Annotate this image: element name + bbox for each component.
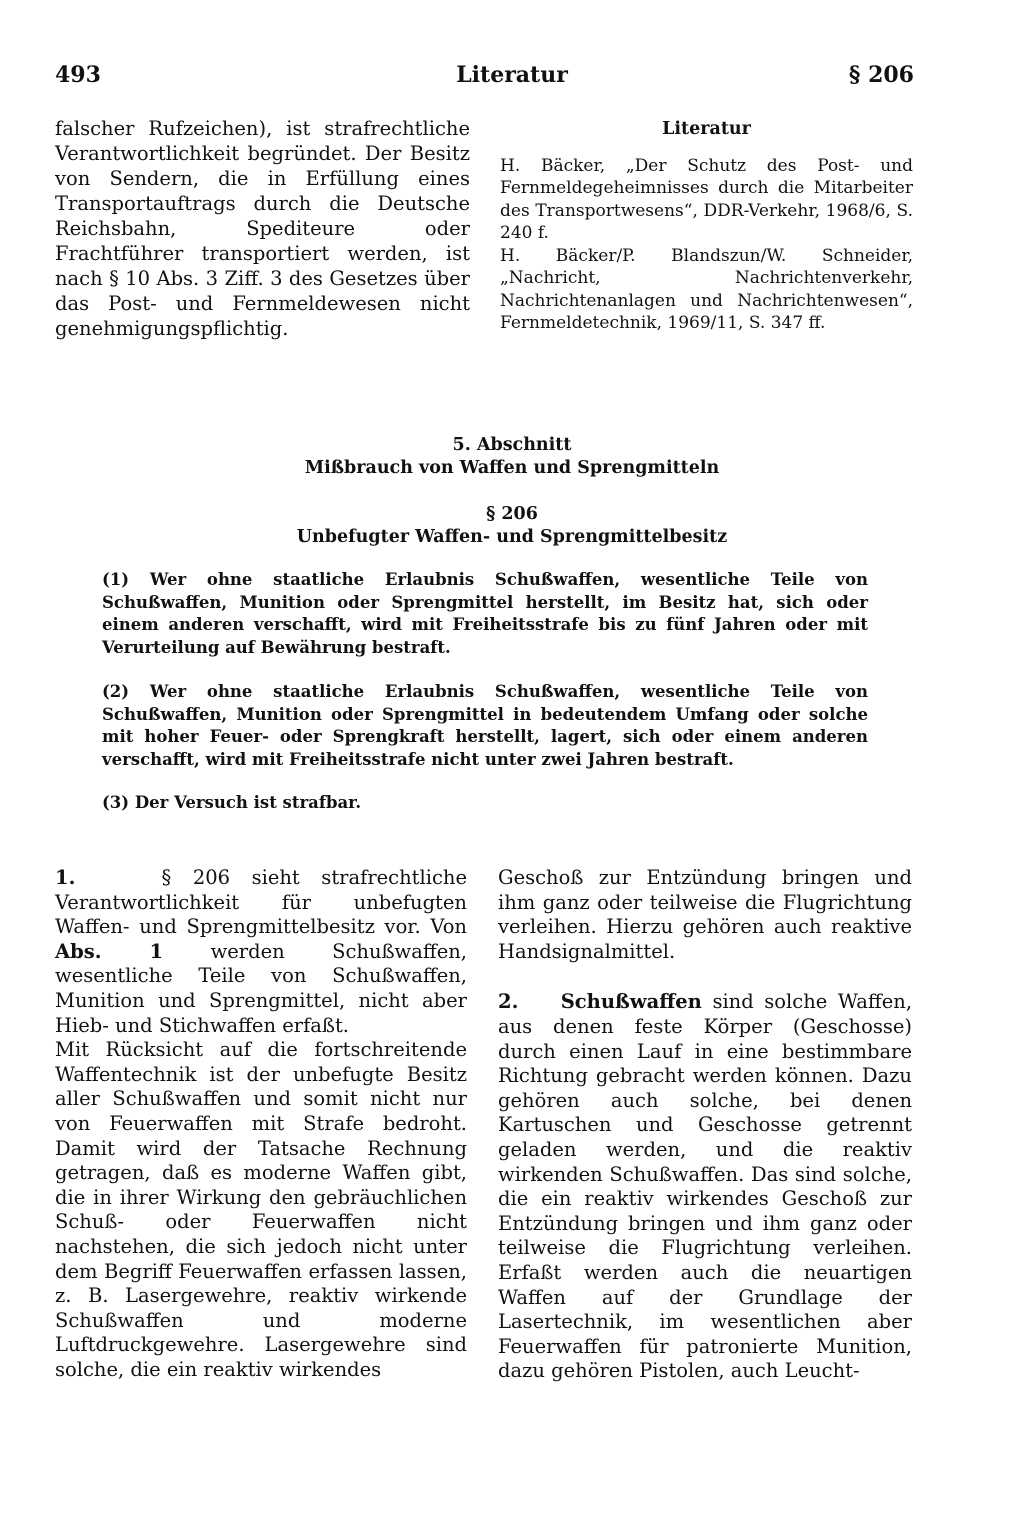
section-heading (0, 434, 1024, 480)
commentary-2 (498, 990, 912, 1384)
running-paragraph-mark: § 206 (848, 62, 914, 88)
commentary-2-number: 2. (498, 990, 519, 1014)
paragraph-title: Unbefugter Waffen- und Sprengmittelbesitz (296, 527, 728, 547)
law-subsection-1: (1) Wer ohne staatliche Erlaubnis Schußwaffen, wesentliche Teile von Schußwaffen, Munition oder Sprengmittel herstellt, im Besitz hat, sich oder einem anderen verschafft, wird mit Freiheitsstrafe bis zu fünf Jahren oder mit Verurteilung auf Bewährung bestraft. (102, 570, 868, 657)
page-number: 493 (55, 62, 101, 88)
section-number: 5. Abschnitt (452, 435, 572, 455)
continued-text: falscher Rufzeichen), ist strafrechtliche Verantwortlichkeit begründet. Der Besitz von Sendern, die in Erfüllung eines Transportauftrags durch die Deutsche Reichsbahn, Spediteure oder Frachtführer transportiert werden, ist nach § 10 Abs. 3 Ziff. 3 des Gesetzes über das Post- und Fernmeldewesen nicht genehmigungspflichtig. (55, 117, 470, 340)
commentary-1-number: 1. (55, 866, 76, 889)
literature-entry-2: H. Bäcker/P. Blandszun/W. Schneider, „Nachricht, Nachrichtenverkehr, Nachrichtenanlagen und Nachrichtenwesen“, Fernmeldetechnik, 1969/11, S. 347 ff. (500, 245, 913, 333)
commentary-1-text-a: § 206 sieht strafrechtliche Verantwortlichkeit für unbefugten Waffen- und Sprengmittelbesitz vor. Von (55, 866, 467, 939)
commentary-2-text: sind solche Waffen, aus denen feste Körper (Geschosse) durch einen Lauf in eine bestimmbare Richtung gebracht werden können. Dazu gehören auch solche, bei denen Kartuschen und Geschosse getrennt geladen werden, und die reaktiv wirkenden Schußwaffen. Das sind solche, die ein reaktiv wirkendes Geschoß zur Entzündung bringen und ihm ganz oder teilweise die Flugrichtung verleihen. Erfaßt werden auch die neuartigen Waffen auf der Grundlage der Lasertechnik, im wesentlichen aber Feuerwaffen für patronierte Munition, dazu gehören Pistolen, auch Leucht- (498, 990, 913, 1383)
commentary-1-abs-ref: Abs. 1 (55, 939, 164, 963)
commentary-2-term: Schußwaffen (560, 990, 702, 1014)
literature-entry-1: H. Bäcker, „Der Schutz des Post- und Fernmeldegeheimnisses durch die Mitarbeiter des Transportwesens“, DDR-Verkehr, 1968/6, S. 240 f. (500, 155, 913, 243)
commentary-1-end: Geschoß zur Entzündung bringen und ihm ganz oder teilweise die Flugrichtung verleihen. Hierzu gehören auch reaktive Handsignalmittel. (498, 866, 912, 963)
law-subsection-3: (3) Der Versuch ist strafbar. (102, 793, 362, 812)
law-subsection-2: (2) Wer ohne staatliche Erlaubnis Schußwaffen, wesentliche Teile von Schußwaffen, Munition oder Sprengmittel in bedeutendem Umfang oder solche mit hoher Feuer- oder Sprengkraft herstellt, lagert, sich oder einem anderen verschafft, wird mit Freiheitsstrafe nicht unter zwei Jahren bestraft. (102, 682, 868, 769)
paragraph-heading (0, 503, 1024, 549)
literature-block (500, 118, 913, 335)
commentary-right-column (498, 866, 912, 1384)
running-title: Literatur (456, 62, 568, 88)
commentary-1-continued: Mit Rücksicht auf die fortschreitende Waffentechnik ist der unbefugte Besitz aller Schußwaffen und somit nicht nur von Feuerwaffen mit Strafe bedroht. Damit wird der Tatsache Rechnung getragen, daß es moderne Waffen gibt, die in ihrer Wirkung den gebräuchlichen Schuß- oder Feuerwaffen nicht nachstehen, die sich jedoch nicht unter dem Begriff Feuerwaffen erfassen lassen, z. B. Lasergewehre, reaktiv wirkende Schußwaffen und moderne Luftdruckgewehre. Lasergewehre sind solche, die ein reaktiv wirkendes (55, 1038, 467, 1381)
paragraph-number: § 206 (486, 504, 538, 524)
commentary-left-column (55, 866, 467, 1382)
commentary-1-text-b: werden Schußwaffen, wesentliche Teile von Schußwaffen, Munition und Sprengmittel, nicht aber Hieb- und Stichwaffen erfaßt. (55, 939, 468, 1037)
section-title: Mißbrauch von Waffen und Sprengmitteln (304, 458, 720, 478)
literature-title: Literatur (662, 119, 751, 139)
top-left-column (55, 116, 470, 341)
commentary-1 (55, 866, 467, 1038)
